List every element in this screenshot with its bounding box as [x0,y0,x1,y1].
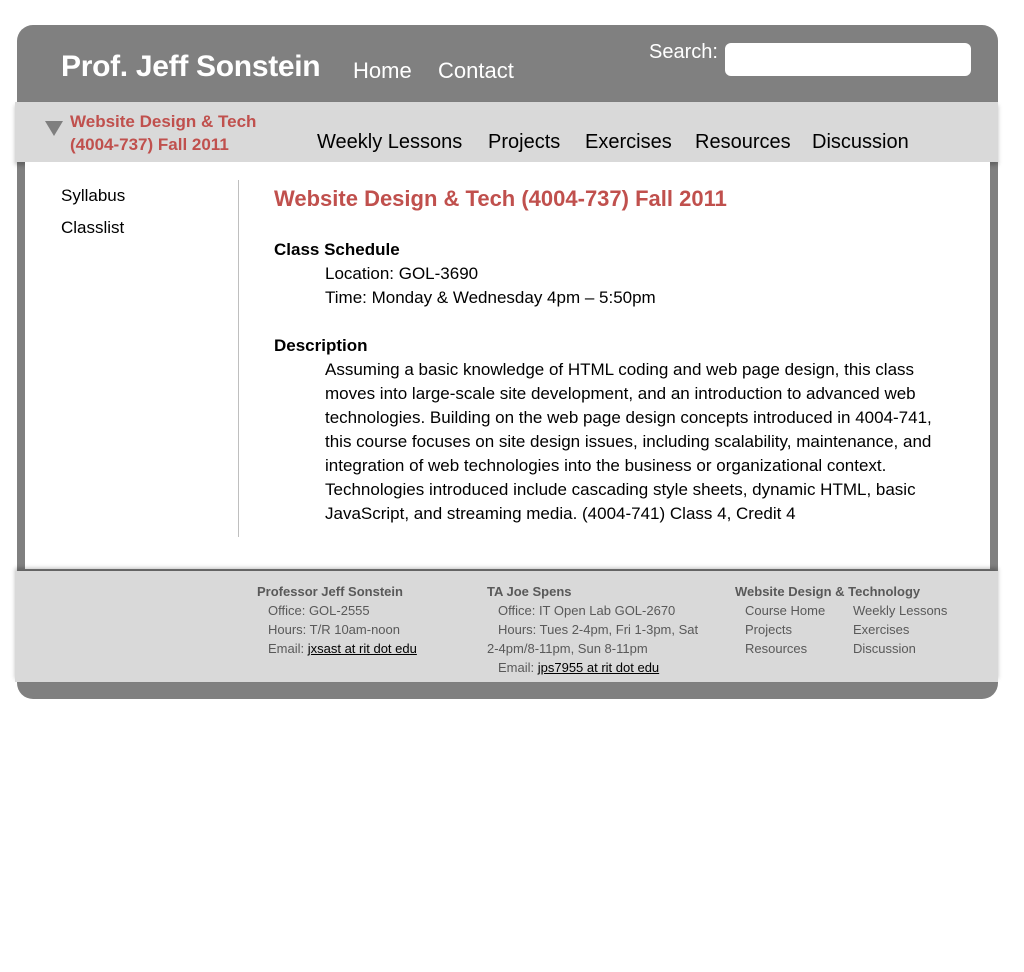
footer-professor-email-row [268,639,417,658]
schedule-location: Location: GOL-3690 [325,264,479,283]
footer-ta-email-row [498,658,659,677]
schedule-time: Time: Monday & Wednesday 4pm – 5:50pm [325,288,656,307]
nav-weekly-lessons[interactable]: Weekly Lessons [317,131,463,153]
footer-professor-email-label: Email: [268,641,308,656]
description-heading: Description [274,336,368,355]
search-input[interactable] [725,43,971,76]
footer-link-exercises[interactable]: Exercises [853,622,910,637]
footer-link-discussion[interactable]: Discussion [853,641,916,656]
contact-link[interactable]: Contact [438,58,514,83]
home-link[interactable]: Home [353,58,412,83]
sidebar-item-classlist[interactable]: Classlist [61,218,125,237]
footer-course-title: Website Design & Technology [735,584,921,599]
footer-link-weekly-lessons[interactable]: Weekly Lessons [853,603,948,618]
search-label: Search: [649,41,718,63]
footer-professor-office: Office: GOL-2555 [268,603,370,618]
footer-professor-name: Professor Jeff Sonstein [257,584,403,599]
sidebar-item-syllabus[interactable]: Syllabus [61,186,126,205]
footer-professor-hours: Hours: T/R 10am-noon [268,622,400,637]
footer-link-projects[interactable]: Projects [745,622,792,637]
professor-email-link[interactable]: jxsast at rit dot edu [307,641,417,656]
nav-discussion[interactable]: Discussion [812,131,909,153]
footer-ta-email-label: Email: [498,660,538,675]
sidebar-divider [238,180,239,537]
footer-ta-hours-1: Hours: Tues 2-4pm, Fri 1-3pm, Sat [498,622,699,637]
ta-email-link[interactable]: jps7955 at rit dot edu [537,660,660,675]
footer-link-resources[interactable]: Resources [745,641,808,656]
site-title[interactable]: Prof. Jeff Sonstein [61,50,321,83]
footer-ta-office: Office: IT Open Lab GOL-2670 [498,603,676,618]
footer-ta-hours-2: 2-4pm/8-11pm, Sun 8-11pm [487,641,648,656]
nav-exercises[interactable]: Exercises [585,131,672,153]
schedule-heading: Class Schedule [274,240,400,259]
footer-link-course-home[interactable]: Course Home [745,603,826,618]
description-text: Assuming a basic knowledge of HTML coding and web page design, this class moves into large-scale site development, and an introduction to advanced web technologies. Building on the web page design concepts introduced in 4004-741, this course focuses on site design issues, including scalability, maintenance, and integration of web technologies into the business or organizational context. Technologies introduced include cascading style sheets, dynamic HTML, basic JavaScript, and streaming media. (4004-741) Class 4, Credit 4 [325,360,932,523]
footer-ta-name: TA Joe Spens [487,584,572,599]
page-heading: Website Design & Tech (4004-737) Fall 2011 [274,186,727,211]
nav-projects[interactable]: Projects [488,131,561,153]
nav-resources[interactable]: Resources [695,131,791,153]
triangle-down-icon[interactable] [45,121,63,136]
course-title[interactable]: Website Design & Tech (4004-737) Fall 2011 [70,112,257,154]
